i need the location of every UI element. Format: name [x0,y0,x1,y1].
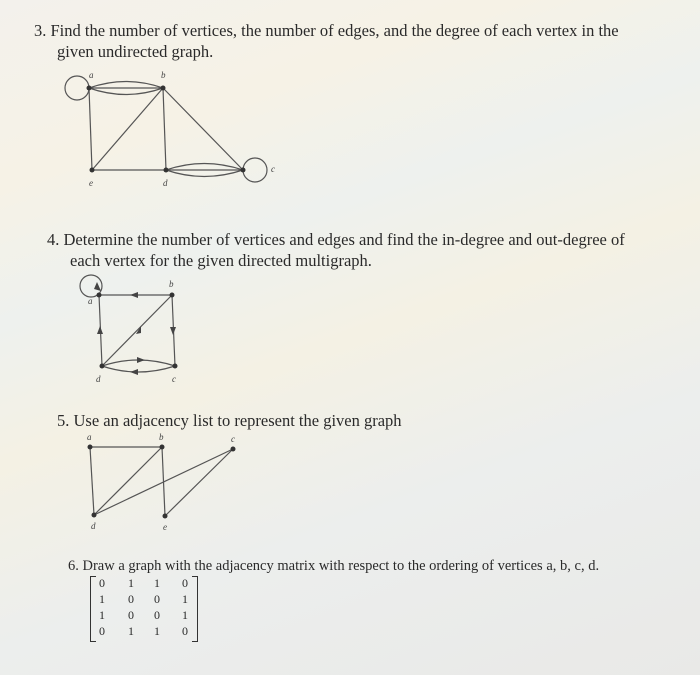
vertex-label-a: a [87,432,92,442]
question-3-text-line2: given undirected graph. [57,42,214,61]
undirected-graph-q3 [65,76,267,182]
edge-a-e [89,88,92,170]
edge-a-b-3 [89,88,163,95]
matrix-cell: 0 [99,576,105,590]
edge-b-c [163,88,243,170]
matrix-cell: 1 [99,592,105,606]
matrix-cell: 1 [182,608,188,622]
vertex-label-b: b [161,70,166,80]
matrix-cell: 0 [182,576,188,590]
question-4-text-line2: each vertex for the given directed multigraph. [70,251,372,270]
matrix-cell: 1 [154,576,160,590]
matrix-cell: 0 [99,624,105,638]
matrix-cell: 1 [128,576,134,590]
edge-a-b-2 [89,82,163,89]
edge-b-e [92,88,163,170]
vertex-label-a: a [88,296,93,306]
edge-b-d [163,88,166,170]
matrix-cell: 1 [154,624,160,638]
right-bracket [192,576,198,642]
vertex-label-e: e [163,522,167,532]
loop-a [65,76,89,100]
question-3-text: 3. Find the number of vertices, the number of edges, and the degree of each vertex in the [34,21,619,40]
vertex-label-c: c [172,374,176,384]
edge-d-c-2 [166,164,243,171]
directed-graph-q4 [80,275,175,372]
vertex-label-a: a [89,70,94,80]
matrix-cell: 1 [182,592,188,606]
matrix-cell: 0 [154,592,160,606]
vertex-label-c: c [271,164,275,174]
vertex-label-d: d [163,178,168,188]
question-5-text: 5. Use an adjacency list to represent the given graph [57,411,402,430]
undirected-graph-q5 [90,447,233,516]
adjacency-matrix [88,576,200,642]
matrix-cell: 0 [154,608,160,622]
question-6-text: 6. Draw a graph with the adjacency matrix with respect to the ordering of vertices a, b, c, d. [68,558,600,574]
question-4-text: 4. Determine the number of vertices and edges and find the in-degree and out-degree of [47,230,625,249]
matrix-cell: 1 [128,624,134,638]
vertex-label-c: c [231,434,235,444]
vertex-label-e: e [89,178,93,188]
matrix-cell: 0 [128,592,134,606]
matrix-cell: 1 [99,608,105,622]
edge-d-b [102,295,172,366]
matrix-cell: 0 [182,624,188,638]
edge-d-c-3 [166,170,243,177]
vertex-label-d: d [96,374,101,384]
loop-c [243,158,267,182]
vertex-label-b: b [159,432,164,442]
edge-c-d [102,366,175,372]
vertex-label-b: b [169,279,174,289]
vertex-label-d: d [91,521,96,531]
matrix-cell: 0 [128,608,134,622]
